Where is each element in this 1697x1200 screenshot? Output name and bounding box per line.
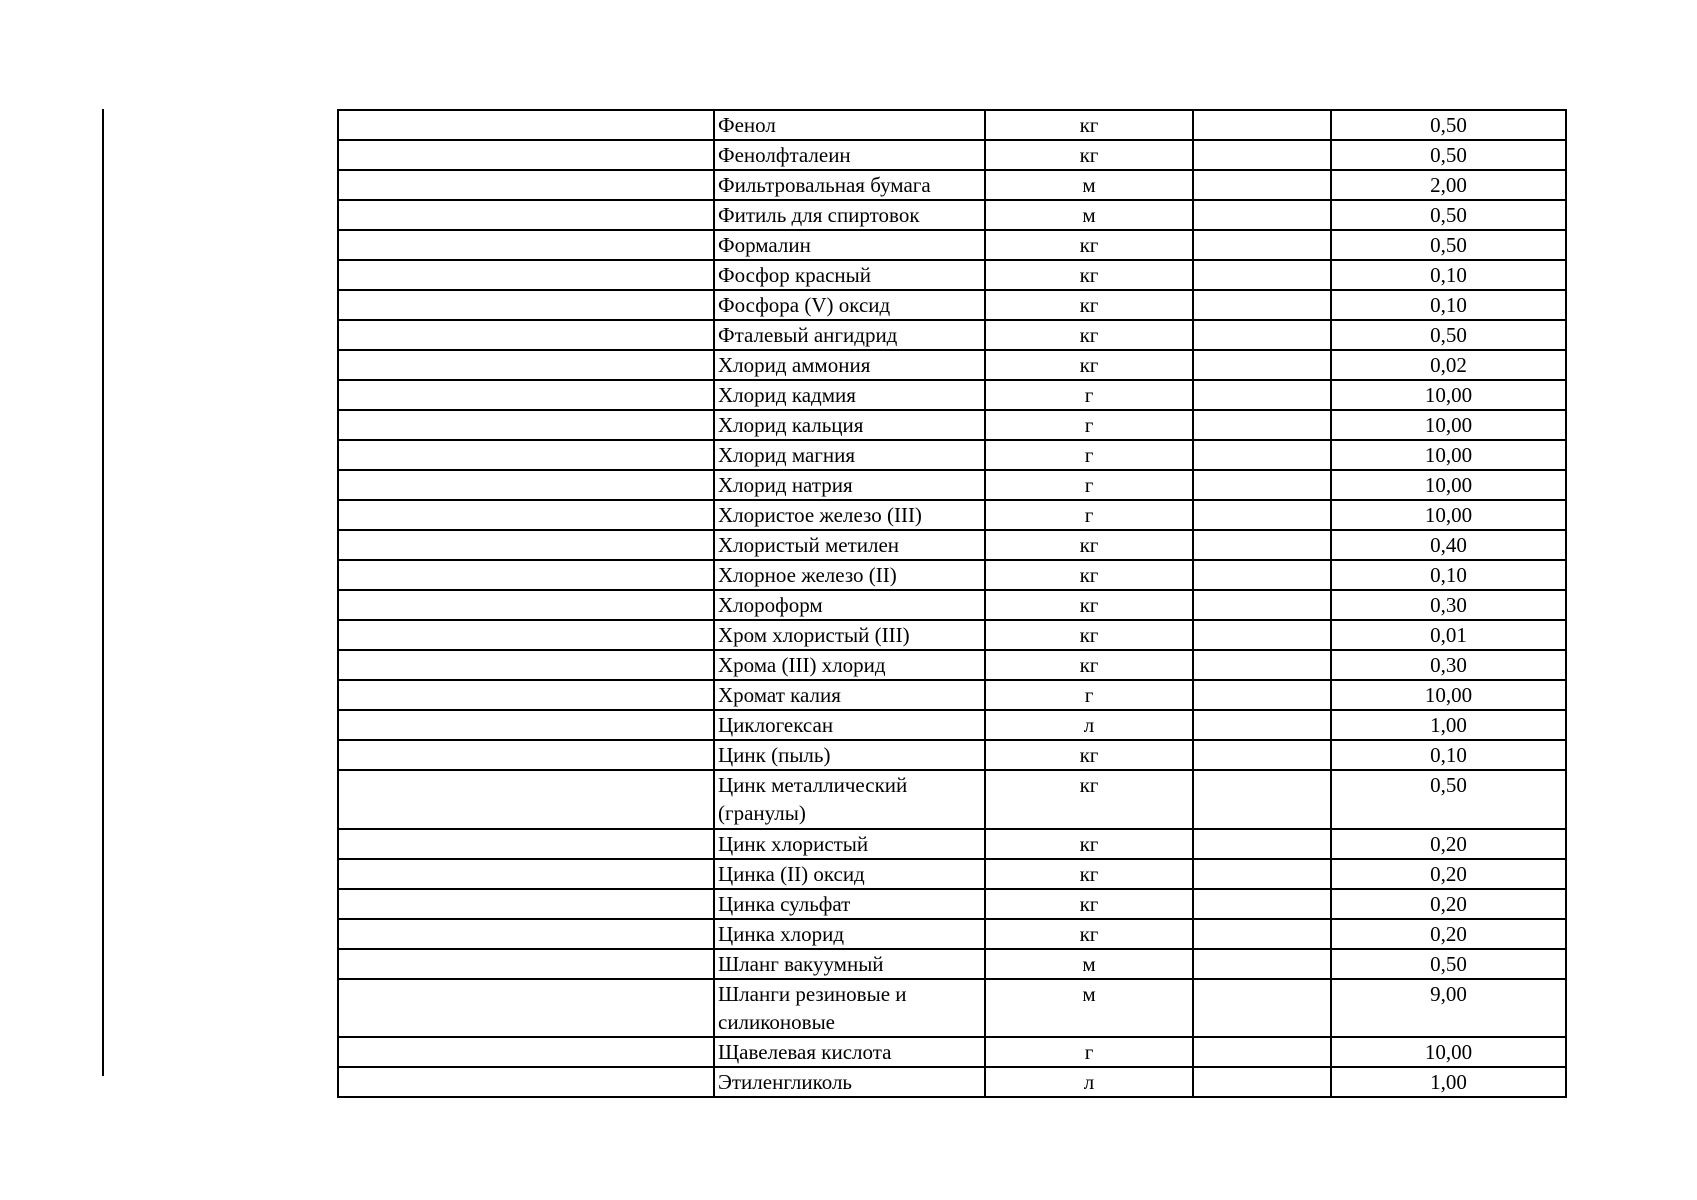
item-name-cell: Хлорное железо (II) (714, 560, 985, 590)
blank-cell (1193, 829, 1331, 859)
item-name-cell: Цинк (пыль) (714, 740, 985, 770)
table-row (338, 680, 1566, 710)
quantity-cell: 0,50 (1331, 230, 1566, 260)
unit-cell: кг (985, 859, 1193, 889)
item-name-cell: Фосфора (V) оксид (714, 290, 985, 320)
unit-cell: кг (985, 530, 1193, 560)
unit-cell: кг (985, 290, 1193, 320)
unit-cell: кг (985, 560, 1193, 590)
table-row (338, 530, 1566, 560)
blank-cell (1193, 470, 1331, 500)
unit-cell: кг (985, 650, 1193, 680)
blank-cell (1193, 770, 1331, 829)
item-name-cell: Цинка (II) оксид (714, 859, 985, 889)
item-name-cell: Щавелевая кислота (714, 1037, 985, 1067)
item-name-cell: Цинк хлористый (714, 829, 985, 859)
item-name-cell: Фитиль для спиртовок (714, 200, 985, 230)
unit-cell: кг (985, 740, 1193, 770)
blank-cell (1193, 500, 1331, 530)
unit-cell: г (985, 470, 1193, 500)
unit-cell: г (985, 680, 1193, 710)
unit-cell: м (985, 979, 1193, 1038)
unit-cell: м (985, 949, 1193, 979)
quantity-cell: 0,20 (1331, 919, 1566, 949)
item-name-cell: Фталевый ангидрид (714, 320, 985, 350)
blank-cell (1193, 380, 1331, 410)
blank-cell (1193, 680, 1331, 710)
blank-cell (338, 1037, 714, 1067)
blank-cell (1193, 1037, 1331, 1067)
unit-cell: г (985, 380, 1193, 410)
table-row (338, 949, 1566, 979)
item-name-cell: Фенолфталеин (714, 140, 985, 170)
table-row (338, 620, 1566, 650)
blank-cell (338, 979, 714, 1038)
blank-cell (1193, 350, 1331, 380)
item-name-cell: Формалин (714, 230, 985, 260)
blank-cell (338, 1067, 714, 1097)
blank-cell (338, 889, 714, 919)
table-row (338, 590, 1566, 620)
table-row (338, 470, 1566, 500)
blank-cell (1193, 590, 1331, 620)
quantity-cell: 0,01 (1331, 620, 1566, 650)
table-row (338, 859, 1566, 889)
blank-cell (1193, 710, 1331, 740)
blank-cell (338, 260, 714, 290)
table-row (338, 140, 1566, 170)
blank-cell (338, 650, 714, 680)
blank-cell (338, 200, 714, 230)
unit-cell: г (985, 410, 1193, 440)
quantity-cell: 10,00 (1331, 1037, 1566, 1067)
table-row (338, 560, 1566, 590)
item-name-cell: Фенол (714, 110, 985, 140)
quantity-cell: 0,50 (1331, 320, 1566, 350)
item-name-cell: Хлорид магния (714, 440, 985, 470)
table-row (338, 320, 1566, 350)
unit-cell: м (985, 170, 1193, 200)
unit-cell: кг (985, 590, 1193, 620)
blank-cell (338, 620, 714, 650)
item-name-cell: Циклогексан (714, 710, 985, 740)
table-row (338, 230, 1566, 260)
quantity-cell: 10,00 (1331, 440, 1566, 470)
table-row (338, 1037, 1566, 1067)
quantity-cell: 1,00 (1331, 710, 1566, 740)
quantity-cell: 0,02 (1331, 350, 1566, 380)
unit-cell: г (985, 500, 1193, 530)
unit-cell: кг (985, 260, 1193, 290)
blank-cell (338, 710, 714, 740)
item-name-cell: Хрома (III) хлорид (714, 650, 985, 680)
table-row (338, 979, 1566, 1038)
blank-cell (338, 530, 714, 560)
item-name-cell: Цинка хлорид (714, 919, 985, 949)
quantity-cell: 0,50 (1331, 110, 1566, 140)
unit-cell: кг (985, 829, 1193, 859)
item-name-cell: Хром хлористый (III) (714, 620, 985, 650)
item-name-cell: Хромат калия (714, 680, 985, 710)
table-row (338, 1067, 1566, 1097)
blank-cell (1193, 170, 1331, 200)
item-name-cell: Хлорид аммония (714, 350, 985, 380)
table-row (338, 380, 1566, 410)
table-row (338, 410, 1566, 440)
quantity-cell: 0,20 (1331, 829, 1566, 859)
blank-cell (1193, 530, 1331, 560)
item-name-cell: Хлороформ (714, 590, 985, 620)
table-row (338, 350, 1566, 380)
blank-cell (1193, 110, 1331, 140)
quantity-cell: 2,00 (1331, 170, 1566, 200)
blank-cell (338, 320, 714, 350)
blank-cell (338, 680, 714, 710)
table-row (338, 919, 1566, 949)
blank-cell (1193, 620, 1331, 650)
blank-cell (1193, 1067, 1331, 1097)
table-row (338, 710, 1566, 740)
blank-cell (338, 829, 714, 859)
unit-cell: кг (985, 889, 1193, 919)
blank-cell (1193, 440, 1331, 470)
blank-cell (338, 500, 714, 530)
item-name-cell: Шланги резиновые и силиконовые (714, 979, 985, 1038)
quantity-cell: 10,00 (1331, 380, 1566, 410)
materials-table (337, 109, 1567, 1098)
blank-cell (1193, 889, 1331, 919)
page-margin-line (102, 109, 104, 1076)
blank-cell (1193, 320, 1331, 350)
quantity-cell: 0,10 (1331, 740, 1566, 770)
quantity-cell: 10,00 (1331, 680, 1566, 710)
blank-cell (1193, 410, 1331, 440)
blank-cell (338, 440, 714, 470)
blank-cell (338, 290, 714, 320)
blank-cell (338, 380, 714, 410)
quantity-cell: 0,50 (1331, 949, 1566, 979)
quantity-cell: 0,40 (1331, 530, 1566, 560)
item-name-cell: Хлорид кадмия (714, 380, 985, 410)
unit-cell: кг (985, 620, 1193, 650)
blank-cell (338, 410, 714, 440)
quantity-cell: 0,30 (1331, 590, 1566, 620)
table-row (338, 170, 1566, 200)
unit-cell: кг (985, 350, 1193, 380)
quantity-cell: 9,00 (1331, 979, 1566, 1038)
item-name-cell: Цинк металлический (гранулы) (714, 770, 985, 829)
table-row (338, 290, 1566, 320)
quantity-cell: 10,00 (1331, 470, 1566, 500)
blank-cell (1193, 200, 1331, 230)
blank-cell (1193, 650, 1331, 680)
table-row (338, 889, 1566, 919)
item-name-cell: Хлористый метилен (714, 530, 985, 560)
table-row (338, 740, 1566, 770)
table-row (338, 500, 1566, 530)
blank-cell (1193, 859, 1331, 889)
table-row (338, 110, 1566, 140)
quantity-cell: 1,00 (1331, 1067, 1566, 1097)
blank-cell (338, 859, 714, 889)
table-row (338, 260, 1566, 290)
unit-cell: кг (985, 230, 1193, 260)
blank-cell (1193, 560, 1331, 590)
quantity-cell: 0,50 (1331, 200, 1566, 230)
quantity-cell: 0,50 (1331, 140, 1566, 170)
blank-cell (1193, 919, 1331, 949)
blank-cell (338, 350, 714, 380)
table-row (338, 650, 1566, 680)
blank-cell (338, 590, 714, 620)
blank-cell (338, 949, 714, 979)
quantity-cell: 10,00 (1331, 410, 1566, 440)
item-name-cell: Фосфор красный (714, 260, 985, 290)
blank-cell (1193, 230, 1331, 260)
item-name-cell: Шланг вакуумный (714, 949, 985, 979)
blank-cell (338, 560, 714, 590)
blank-cell (1193, 260, 1331, 290)
unit-cell: м (985, 200, 1193, 230)
materials-table-body (338, 110, 1566, 1097)
blank-cell (1193, 140, 1331, 170)
table-row (338, 200, 1566, 230)
quantity-cell: 0,30 (1331, 650, 1566, 680)
blank-cell (338, 770, 714, 829)
item-name-cell: Этиленгликоль (714, 1067, 985, 1097)
unit-cell: кг (985, 320, 1193, 350)
blank-cell (338, 230, 714, 260)
quantity-cell: 0,10 (1331, 290, 1566, 320)
quantity-cell: 0,20 (1331, 889, 1566, 919)
blank-cell (338, 740, 714, 770)
blank-cell (1193, 740, 1331, 770)
blank-cell (338, 470, 714, 500)
unit-cell: л (985, 710, 1193, 740)
blank-cell (1193, 979, 1331, 1038)
quantity-cell: 0,10 (1331, 260, 1566, 290)
quantity-cell: 0,50 (1331, 770, 1566, 829)
blank-cell (338, 110, 714, 140)
unit-cell: кг (985, 770, 1193, 829)
quantity-cell: 0,10 (1331, 560, 1566, 590)
unit-cell: л (985, 1067, 1193, 1097)
unit-cell: кг (985, 919, 1193, 949)
table-row (338, 440, 1566, 470)
blank-cell (338, 140, 714, 170)
item-name-cell: Цинка сульфат (714, 889, 985, 919)
table-row (338, 770, 1566, 829)
blank-cell (1193, 949, 1331, 979)
quantity-cell: 0,20 (1331, 859, 1566, 889)
unit-cell: кг (985, 140, 1193, 170)
item-name-cell: Хлорид натрия (714, 470, 985, 500)
item-name-cell: Хлористое железо (III) (714, 500, 985, 530)
blank-cell (338, 170, 714, 200)
table-row (338, 829, 1566, 859)
unit-cell: кг (985, 110, 1193, 140)
blank-cell (338, 919, 714, 949)
item-name-cell: Хлорид кальция (714, 410, 985, 440)
unit-cell: г (985, 440, 1193, 470)
quantity-cell: 10,00 (1331, 500, 1566, 530)
blank-cell (1193, 290, 1331, 320)
item-name-cell: Фильтровальная бумага (714, 170, 985, 200)
unit-cell: г (985, 1037, 1193, 1067)
